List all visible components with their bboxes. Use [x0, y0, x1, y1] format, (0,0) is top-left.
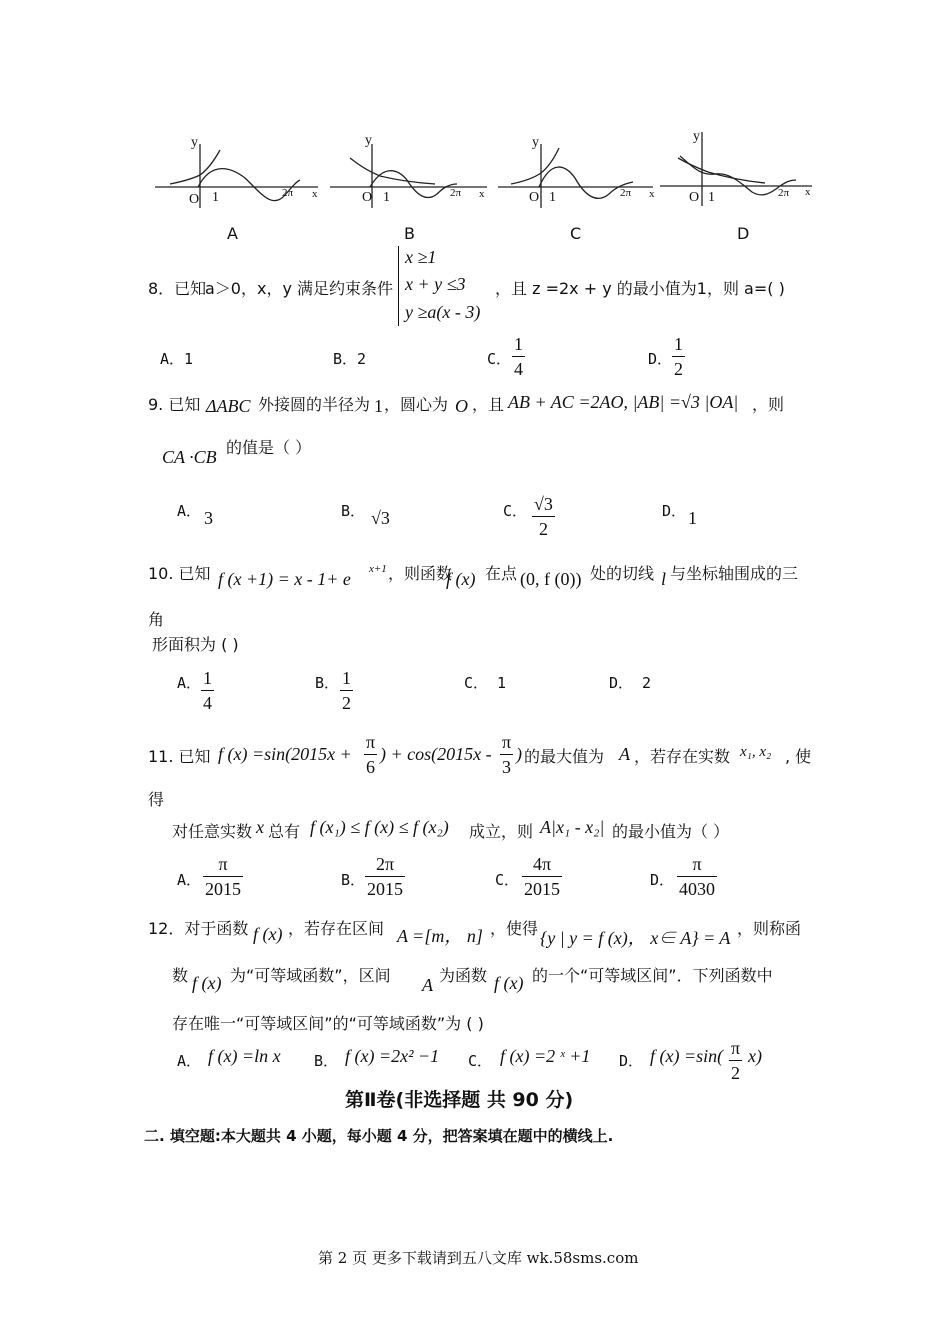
q10-option-b: B．	[315, 674, 340, 692]
q8-constraint-1: x ≥1	[405, 247, 437, 267]
q12-line2-a: 数	[172, 966, 189, 985]
graph-d-y: y	[693, 129, 700, 144]
graph-c-tick1: 1	[549, 190, 556, 205]
q12-line2-fx: f (x)	[192, 973, 222, 993]
q12-option-a: A．	[177, 1052, 202, 1070]
q11-a-num: π	[203, 852, 243, 877]
q9-option-a-value: 3	[204, 508, 213, 528]
q11-A: A	[619, 744, 630, 764]
q12-text-c: ，使得	[490, 919, 539, 938]
q11-option-a: A．	[177, 871, 202, 889]
q12-option-d-expr1: f (x) =sin(	[650, 1046, 724, 1066]
q11-xvar: x	[256, 817, 264, 837]
q10-option-a-frac	[201, 666, 214, 715]
graph-a-tick1: 1	[212, 190, 219, 205]
q12-line3: 存在唯一“可等域区间”的“可等域函数”为 ( )	[172, 1014, 484, 1033]
q9-text-c: ，圆心为	[384, 395, 449, 414]
q9-option-b-value: √3	[371, 508, 390, 528]
q12-option-b-expr: f (x) =2x² −1	[345, 1046, 440, 1066]
q10-line3: 形面积为 ( )	[152, 635, 239, 654]
graph-label-d: D	[737, 224, 750, 243]
q12-option-c-expr: f (x) =2 ˣ +1	[500, 1046, 591, 1066]
graph-b-2pi: 2π	[450, 187, 462, 199]
graph-a-origin: O	[189, 192, 200, 207]
q10-a-num: 1	[201, 666, 214, 691]
q11-den-2: 3	[502, 757, 512, 777]
q8-option-b: B．2	[333, 350, 367, 368]
q9-expression: CA ·CB	[162, 447, 217, 467]
q10-a-den: 4	[203, 693, 212, 713]
q12-option-a-expr: f (x) =ln x	[208, 1046, 281, 1066]
q8-number: 8．已知	[148, 279, 207, 298]
q11-line3-b: 总有	[268, 822, 301, 841]
q11-d-num: π	[677, 852, 717, 877]
q8-option-d: D．	[648, 350, 673, 368]
q12-number: 12．对于函数	[148, 919, 249, 938]
q8-system-brace	[398, 246, 399, 326]
q11-option-c-frac	[522, 852, 562, 901]
graph-b-origin: O	[362, 190, 373, 205]
q11-line3-c: 成立，则	[469, 822, 534, 841]
q12-line2-d: 的一个“可等域区间”．下列函数中	[532, 966, 773, 985]
q11-text-d: , 使	[785, 747, 812, 766]
graph-c-y: y	[532, 135, 539, 150]
graph-d	[660, 128, 815, 208]
graph-a	[150, 140, 320, 210]
q11-text-c: ，若存在实数	[634, 747, 731, 766]
graph-a-2pi: 2π	[282, 187, 294, 199]
graph-d-origin: O	[689, 190, 700, 205]
q9-option-c: C．	[503, 502, 528, 520]
q11-frac-1	[364, 730, 377, 779]
q10-fx: f (x)	[446, 569, 476, 589]
q12-d-num: π	[729, 1036, 742, 1061]
q12-set: {y | y = f (x)， x∈ A} = A	[540, 928, 731, 948]
q9-text-b: 外接圆的半径为	[258, 395, 371, 414]
q11-d-den: 4030	[679, 879, 715, 899]
graph-b-y: y	[365, 133, 372, 148]
q12-option-d-frac	[729, 1036, 742, 1085]
graph-a-x: x	[312, 188, 318, 200]
q9-c-den: 2	[538, 519, 548, 539]
q10-b-num: 1	[340, 666, 353, 691]
q11-absexpr: A|x₁ - x₂|	[540, 817, 605, 837]
q9-option-a: A．	[177, 502, 202, 520]
q9-line2: 的值是（ ）	[226, 438, 312, 457]
q11-pi-1: π	[364, 730, 377, 755]
graph-d-2pi: 2π	[778, 187, 790, 199]
q11-text-b: 的最大值为	[524, 747, 605, 766]
graph-label-a: A	[227, 224, 238, 243]
graph-c-2pi: 2π	[620, 187, 632, 199]
q11-option-d-frac	[677, 852, 717, 901]
q9-number: 9. 已知	[148, 395, 201, 414]
graph-d-x: x	[805, 186, 811, 198]
q12-d-den: 2	[731, 1063, 741, 1083]
q11-b-den: 2015	[367, 879, 403, 899]
q10-b-den: 2	[342, 693, 351, 713]
q11-option-c: C．	[495, 871, 520, 889]
graph-d-tick1: 1	[708, 190, 715, 205]
q11-option-b-frac	[365, 852, 405, 901]
q11-den-1: 6	[366, 757, 376, 777]
q8-condition-text: a＞0，x，y 满足约束条件	[205, 279, 394, 298]
q11-f-part3: )	[516, 744, 522, 764]
q10-option-b-frac	[340, 666, 353, 715]
q8-c-num: 1	[512, 332, 525, 357]
graph-b-tick1: 1	[383, 190, 390, 205]
q8-c-den: 4	[514, 359, 523, 379]
q11-c-den: 2015	[524, 879, 560, 899]
q11-c-num: 4π	[522, 852, 562, 877]
q9-option-d-value: 1	[688, 508, 697, 528]
q11-inequality: f (x₁) ≤ f (x) ≤ f (x₂)	[310, 817, 449, 837]
graph-b-x: x	[479, 188, 485, 200]
q9-text-d: ，且	[472, 395, 505, 414]
q11-option-a-frac	[203, 852, 243, 901]
q12-line2-A: A	[422, 975, 433, 995]
q10-text-e: 与坐标轴围成的三	[670, 564, 799, 583]
q12-interval: A =[m， n]	[397, 926, 483, 946]
q8-constraint-3: y ≥a(x - 3)	[405, 302, 481, 322]
q8-tail: ，且 z =2x + y 的最小值为1，则 a=( )	[495, 279, 785, 298]
q11-number: 11. 已知	[148, 747, 211, 766]
q8-d-num: 1	[672, 332, 685, 357]
q10-text-b: ，则函数	[388, 564, 453, 583]
graph-b	[325, 140, 490, 210]
q8-option-d-frac	[672, 332, 685, 381]
q9-option-d: D．	[662, 502, 687, 520]
section-fill-blank-instructions: 二. 填空题:本大题共 4 小题，每小题 4 分，把答案填在题中的横线上.	[144, 1127, 614, 1145]
q11-line3-a: 对任意实数	[172, 822, 253, 841]
q10-exponent: x+1	[369, 563, 387, 575]
q8-option-c: C．	[487, 350, 512, 368]
q10-text-c: 在点	[485, 564, 518, 583]
q11-line2: 得	[148, 790, 165, 809]
q12-text-d: ，则称函	[737, 919, 802, 938]
q9-radius: 1	[374, 396, 383, 416]
q10-equation: f (x +1) = x - 1+ e	[218, 569, 351, 589]
q10-text-d: 处的切线	[590, 564, 655, 583]
q9-condition: AB + AC =2AO, |AB| =√3 |OA|	[508, 392, 739, 412]
q11-frac-2	[500, 730, 513, 779]
q11-b-num: 2π	[365, 852, 405, 877]
q11-option-b: B．	[341, 871, 366, 889]
q12-option-c: C．	[468, 1052, 493, 1070]
q12-line2-c: 为函数	[439, 966, 488, 985]
part2-heading: 第Ⅱ卷(非选择题 共 90 分)	[345, 1089, 574, 1111]
graph-c-x: x	[649, 188, 655, 200]
graph-label-c: C	[570, 224, 582, 243]
q12-option-d: D．	[619, 1052, 644, 1070]
graph-label-b: B	[404, 224, 415, 243]
q10-option-a: A．	[177, 674, 202, 692]
q11-f-part1: f (x) =sin(2015x +	[218, 744, 352, 764]
q10-option-d: D． 2	[609, 674, 652, 692]
q11-pi-2: π	[500, 730, 513, 755]
q8-constraint-2: x + y ≤3	[405, 274, 466, 294]
q8-option-a: A．1	[160, 350, 194, 368]
graph-a-y: y	[191, 135, 198, 150]
q10-number: 10. 已知	[148, 564, 211, 583]
q8-option-c-frac	[512, 332, 525, 381]
q11-xs: x₁, x₂	[740, 744, 772, 760]
q12-line2-fx2: f (x)	[494, 973, 524, 993]
q9-triangle: ΔABC	[206, 396, 251, 416]
q12-option-d-expr2: x)	[748, 1046, 762, 1066]
q9-c-num: √3	[532, 492, 555, 517]
q11-a-den: 2015	[205, 879, 241, 899]
page-footer: 第 2 页 更多下载请到五八文库 wk.58sms.com	[318, 1249, 639, 1267]
q11-f-part2: ) + cos(2015x -	[380, 744, 492, 764]
q12-text-b: ，若存在区间	[288, 919, 385, 938]
graph-c-origin: O	[529, 190, 540, 205]
q8-d-den: 2	[674, 359, 683, 379]
q9-text-e: ，则	[752, 395, 785, 414]
q12-fx: f (x)	[253, 924, 283, 944]
q9-option-b: B．	[341, 502, 366, 520]
q10-line-l: l	[661, 569, 667, 589]
q10-point: (0, f (0))	[520, 569, 582, 589]
q10-option-c: C． 1	[464, 674, 507, 692]
q12-option-b: B．	[314, 1052, 339, 1070]
q9-center: O	[455, 396, 468, 416]
q10-line2: 角	[148, 610, 165, 629]
q12-line2-b: 为“可等域函数”，区间	[230, 966, 391, 985]
graph-c	[493, 140, 658, 210]
q9-option-c-frac	[532, 492, 555, 541]
q11-line3-d: 的最小值为（ ）	[612, 822, 730, 841]
q11-option-d: D．	[650, 871, 675, 889]
